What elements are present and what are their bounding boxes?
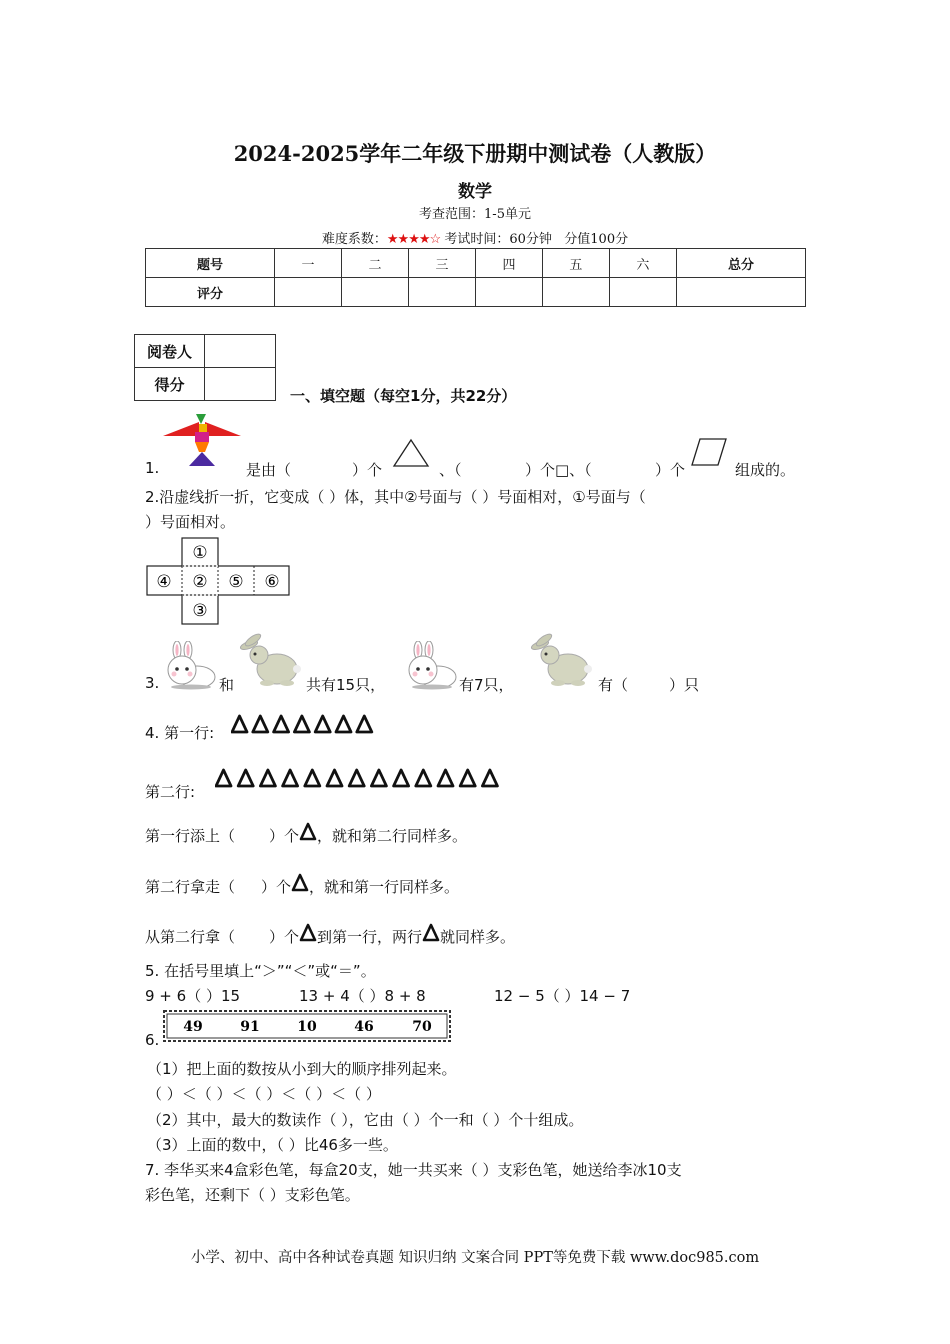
q7-line2: 彩色笔，还剩下（ ）支彩色笔。 [145, 1186, 360, 1204]
score-table [145, 248, 806, 307]
exam-range: 考查范围：1-5单元 [419, 207, 531, 222]
q4-s2 [145, 873, 459, 897]
q5-item-3: 12 − 5（ ）14 − 7 [494, 987, 631, 1005]
triangle-mark [327, 770, 342, 786]
score-cell: 一 [275, 249, 342, 278]
q5-item-2: 13 + 4（ ）8 + 8 [299, 987, 426, 1005]
grader-blank[interactable] [205, 335, 276, 368]
q1-text-e: ）个 [655, 461, 686, 479]
exam-time: 考试时间：60分钟 [444, 232, 552, 247]
q1-text-b: ）个 [352, 461, 383, 479]
triangle-mark [349, 770, 364, 786]
triangle-mark [460, 770, 475, 786]
q4-s2c: ，就和第一行同样多。 [309, 878, 460, 896]
q4-s3b: ）个 [269, 928, 300, 946]
triangle-mark [305, 770, 320, 786]
triangle-mark [438, 770, 453, 786]
subject-title: 数学 [458, 182, 492, 202]
grader-table [134, 334, 276, 401]
triangle-mark [253, 716, 268, 732]
q3-text-d: 有（ [598, 676, 629, 694]
tangram-bird-image [163, 412, 241, 470]
q3-text-e: ）只 [669, 676, 700, 694]
q6-part-1: （1）把上面的数按从小到大的顺序排列起来。 [147, 1060, 457, 1078]
net-face-6: ⑥ [264, 572, 280, 592]
score-blank[interactable] [542, 278, 609, 307]
score-blank[interactable] [676, 278, 805, 307]
score-cell: 二 [342, 249, 409, 278]
q4-row2-triangles [215, 768, 504, 789]
q6-number: 6. [145, 1031, 160, 1049]
score-cell: 四 [475, 249, 542, 278]
triangle-mark [238, 770, 253, 786]
page-title: 2024-2025学年二年级下册期中测试卷（人教版） [233, 141, 717, 166]
q1-text-f: 组成的。 [735, 461, 796, 479]
triangle-mark [336, 716, 351, 732]
q7-line1: 7. 李华买来4盒彩色笔，每盒20支，她一共买来（ ）支彩色笔，她送给李冰10支 [145, 1161, 682, 1179]
q1-number: 1. [145, 459, 160, 477]
triangle-mark [357, 716, 372, 732]
triangle-shape-icon [392, 438, 430, 468]
difficulty-stars: ★★★★☆ [386, 232, 441, 247]
q4-row2-label: 第二行: [145, 783, 196, 801]
cube-net-diagram [146, 537, 290, 625]
score-cell: 六 [609, 249, 676, 278]
question-2-line2: ）号面相对。 [145, 513, 236, 531]
grader-label: 阅卷人 [135, 335, 205, 368]
page-footer: 小学、初中、高中各种试卷真题 知识归纳 文案合同 PPT等免费下载 www.doc985.com [190, 1250, 760, 1266]
score-table-row [146, 278, 806, 307]
q5-prompt: 5. 在括号里填上“＞”“＜”或“＝”。 [145, 962, 376, 980]
triangle-mark [232, 716, 247, 732]
q4-s3a: 从第二行拿（ [145, 928, 236, 946]
net-face-1: ① [192, 543, 208, 563]
q4-s3d: 就同样多。 [440, 928, 516, 946]
parallelogram-shape-icon [690, 437, 728, 467]
number-card-value: 46 [354, 1019, 374, 1035]
net-face-5: ⑤ [228, 572, 244, 592]
gray-rabbit-image-2 [530, 633, 592, 689]
q4-s1 [145, 822, 467, 846]
net-face-3: ③ [192, 601, 208, 621]
q4-s1b: ）个 [269, 827, 300, 845]
score-blank[interactable] [609, 278, 676, 307]
exam-meta [0, 228, 950, 247]
score-blank[interactable] [342, 278, 409, 307]
q5-item-1: 9 + 6（ ）15 [145, 987, 241, 1005]
score-cell: 题号 [146, 249, 275, 278]
gray-rabbit-image [239, 633, 301, 689]
q3-text-b: 共有15只， [306, 676, 386, 694]
triangle-mark [283, 770, 298, 786]
small-triangle-icon [299, 923, 317, 943]
q4-row1-triangles [231, 714, 377, 735]
q6-part-3: （3）上面的数中，（ ）比46多一些。 [147, 1136, 398, 1154]
number-card-value: 70 [412, 1019, 432, 1035]
score-cell: 三 [409, 249, 476, 278]
score-cell: 总分 [676, 249, 805, 278]
q4-s2b: ）个 [261, 878, 292, 896]
difficulty-label: 难度系数： [321, 232, 387, 247]
score-blank[interactable] [275, 278, 342, 307]
q4-s3c: 到第一行，两行 [317, 928, 423, 946]
q4-s3 [145, 923, 515, 947]
net-face-2: ② [192, 572, 208, 592]
net-face-4: ④ [156, 572, 172, 592]
q4-s1a: 第一行添上（ [145, 827, 236, 845]
grader-score-label: 得分 [135, 368, 205, 401]
q3-text-c: 有7只， [459, 676, 514, 694]
q3-text-a: 和 [219, 676, 235, 694]
triangle-mark [371, 770, 386, 786]
triangle-mark [482, 770, 497, 786]
small-triangle-icon [299, 822, 317, 842]
exam-total-score: 分值100分 [564, 232, 629, 247]
q6-part-1-blanks: （ ）＜（ ）＜（ ）＜（ ）＜（ ） [147, 1085, 381, 1103]
q1-text-d: ）个□、（ [525, 461, 592, 479]
q4-row1-label: 4. 第一行: [145, 724, 215, 742]
triangle-mark [274, 716, 289, 732]
number-card-value: 10 [297, 1019, 317, 1035]
score-row-label: 评分 [146, 278, 275, 307]
grader-score-blank[interactable] [205, 368, 276, 401]
number-card-frame [162, 1009, 452, 1043]
white-rabbit-image-2 [401, 641, 459, 691]
triangle-mark [216, 770, 231, 786]
question-1 [145, 459, 159, 477]
q4-s1c: ，就和第二行同样多。 [317, 827, 468, 845]
section-1-title: 一、填空题（每空1分，共22分） [290, 387, 517, 405]
score-blank[interactable] [475, 278, 542, 307]
small-triangle-icon [291, 873, 309, 893]
small-triangle-icon [422, 923, 440, 943]
q3-number: 3. [145, 674, 160, 692]
q1-text-a: 是由（ [246, 461, 292, 479]
question-2-line1: 2.沿虚线折一折，它变成（ ）体，其中②号面与（ ）号面相对，①号面与（ [145, 488, 646, 506]
triangle-mark [394, 770, 409, 786]
q4-s2a: 第二行拿走（ [145, 878, 236, 896]
triangle-mark [416, 770, 431, 786]
white-rabbit-image [161, 641, 217, 691]
triangle-mark [260, 770, 275, 786]
q6-part-2: （2）其中，最大的数读作（ ），它由（ ）个一和（ ）个十组成。 [147, 1111, 584, 1129]
score-table-header-row [146, 249, 806, 278]
score-cell: 五 [542, 249, 609, 278]
triangle-mark [294, 716, 309, 732]
score-blank[interactable] [409, 278, 476, 307]
triangle-mark [315, 716, 330, 732]
q1-text-c: 、（ [439, 461, 462, 479]
number-card-value: 49 [183, 1019, 203, 1035]
number-card-value: 91 [240, 1019, 260, 1035]
